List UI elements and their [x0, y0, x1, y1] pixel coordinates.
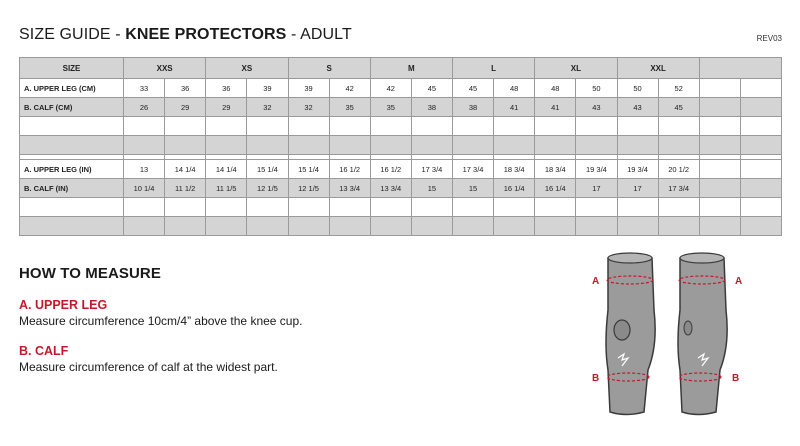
blank-cell — [20, 136, 124, 155]
blank-cell — [494, 136, 535, 155]
blank-cell — [124, 117, 165, 136]
upper-leg-instruction: Measure circumference 10cm/4” above the knee cup. — [19, 314, 303, 328]
table-cell — [699, 79, 740, 98]
page-title — [19, 26, 352, 44]
blank-row — [20, 198, 782, 217]
table-cell: 35 — [329, 98, 370, 117]
table-cell: 35 — [370, 98, 411, 117]
table-cell: 17 3/4 — [411, 160, 452, 179]
title-prefix: SIZE GUIDE - — [19, 26, 126, 43]
table-cell: 43 — [617, 98, 658, 117]
size-header-m: M — [370, 58, 452, 79]
table-cell: 36 — [206, 79, 247, 98]
table-cell: 16 1/2 — [329, 160, 370, 179]
size-table-body — [20, 58, 782, 236]
blank-cell — [576, 217, 617, 236]
table-cell: 15 1/4 — [288, 160, 329, 179]
blank-cell — [535, 217, 576, 236]
table-cell: 16 1/4 — [535, 179, 576, 198]
blank-cell — [247, 217, 288, 236]
row-label: A. UPPER LEG (IN) — [20, 160, 124, 179]
calf-instruction: Measure circumference of calf at the widest part. — [19, 360, 278, 374]
blank-cell — [576, 117, 617, 136]
size-header-xl: XL — [535, 58, 617, 79]
table-cell: 52 — [658, 79, 699, 98]
table-cell: 19 3/4 — [617, 160, 658, 179]
left-sleeve — [606, 253, 655, 415]
blank-cell — [206, 217, 247, 236]
blank-cell — [699, 136, 740, 155]
label-b-left: B — [592, 373, 600, 384]
blank-cell — [20, 217, 124, 236]
table-cell: 48 — [535, 79, 576, 98]
blank-cell — [370, 136, 411, 155]
table-cell: 13 3/4 — [329, 179, 370, 198]
blank-cell — [247, 136, 288, 155]
size-header-xxs: XXS — [124, 58, 206, 79]
size-table — [19, 57, 782, 236]
blank-cell — [165, 136, 206, 155]
table-cell: 17 — [576, 179, 617, 198]
blank-cell — [617, 198, 658, 217]
blank-cell — [288, 136, 329, 155]
blank-cell — [699, 198, 740, 217]
blank-cell — [288, 198, 329, 217]
how-to-measure-section — [19, 265, 539, 390]
blank-cell — [165, 198, 206, 217]
table-cell — [740, 98, 781, 117]
blank-cell — [247, 117, 288, 136]
table-cell — [740, 79, 781, 98]
blank-cell — [124, 198, 165, 217]
blank-row — [20, 136, 782, 155]
table-cell: 43 — [576, 98, 617, 117]
page-header — [19, 26, 782, 46]
blank-cell — [329, 136, 370, 155]
table-cell: 15 — [453, 179, 494, 198]
table-cell: 45 — [411, 79, 452, 98]
blank-cell — [453, 136, 494, 155]
blank-cell — [699, 217, 740, 236]
table-cell: 50 — [617, 79, 658, 98]
table-cell: 14 1/4 — [206, 160, 247, 179]
size-header-xs: XS — [206, 58, 288, 79]
title-suffix: - ADULT — [286, 26, 352, 43]
table-cell: 17 — [617, 179, 658, 198]
table-row — [20, 79, 782, 98]
blank-cell — [20, 117, 124, 136]
blank-cell — [206, 117, 247, 136]
table-cell — [699, 160, 740, 179]
table-cell: 38 — [411, 98, 452, 117]
label-a-right: A — [735, 276, 743, 287]
blank-cell — [453, 217, 494, 236]
table-row — [20, 98, 782, 117]
table-row — [20, 160, 782, 179]
blank-cell — [740, 136, 781, 155]
table-cell: 13 — [124, 160, 165, 179]
blank-cell — [370, 217, 411, 236]
table-cell — [740, 179, 781, 198]
blank-cell — [288, 217, 329, 236]
table-cell: 14 1/4 — [165, 160, 206, 179]
table-cell: 17 3/4 — [453, 160, 494, 179]
size-header-s: S — [288, 58, 370, 79]
blank-cell — [165, 117, 206, 136]
blank-cell — [658, 198, 699, 217]
row-label: B. CALF (IN) — [20, 179, 124, 198]
blank-cell — [411, 198, 452, 217]
table-cell: 20 1/2 — [658, 160, 699, 179]
row-label: B. CALF (CM) — [20, 98, 124, 117]
size-header-l: L — [453, 58, 535, 79]
blank-cell — [617, 117, 658, 136]
blank-cell — [658, 136, 699, 155]
label-a-left: A — [592, 276, 600, 287]
blank-cell — [658, 117, 699, 136]
table-cell: 38 — [453, 98, 494, 117]
blank-cell — [453, 117, 494, 136]
blank-cell — [494, 117, 535, 136]
blank-cell — [740, 217, 781, 236]
table-cell: 18 3/4 — [535, 160, 576, 179]
table-cell: 50 — [576, 79, 617, 98]
table-cell: 39 — [247, 79, 288, 98]
blank-cell — [576, 136, 617, 155]
row-label: A. UPPER LEG (CM) — [20, 79, 124, 98]
blank-cell — [453, 198, 494, 217]
table-cell: 15 — [411, 179, 452, 198]
blank-cell — [329, 217, 370, 236]
table-cell: 32 — [288, 98, 329, 117]
title-product: KNEE PROTECTORS — [125, 26, 287, 43]
table-cell: 41 — [494, 98, 535, 117]
table-cell: 15 1/4 — [247, 160, 288, 179]
blank-cell — [658, 217, 699, 236]
size-header-empty — [699, 58, 781, 79]
table-cell: 39 — [288, 79, 329, 98]
table-cell: 10 1/4 — [124, 179, 165, 198]
blank-cell — [206, 136, 247, 155]
blank-cell — [699, 117, 740, 136]
table-cell: 42 — [329, 79, 370, 98]
blank-cell — [206, 198, 247, 217]
table-cell: 48 — [494, 79, 535, 98]
table-cell: 16 1/4 — [494, 179, 535, 198]
table-cell: 36 — [165, 79, 206, 98]
table-cell: 41 — [535, 98, 576, 117]
upper-leg-title: A. UPPER LEG — [19, 298, 108, 312]
table-cell: 19 3/4 — [576, 160, 617, 179]
right-sleeve — [678, 253, 727, 415]
blank-cell — [617, 217, 658, 236]
table-cell: 42 — [370, 79, 411, 98]
table-cell: 26 — [124, 98, 165, 117]
calf-title: B. CALF — [19, 344, 69, 358]
blank-cell — [740, 117, 781, 136]
label-b-right: B — [732, 373, 740, 384]
blank-cell — [411, 136, 452, 155]
blank-cell — [124, 217, 165, 236]
blank-cell — [20, 198, 124, 217]
table-cell — [740, 160, 781, 179]
size-column-header: SIZE — [20, 58, 124, 79]
blank-cell — [494, 217, 535, 236]
blank-cell — [411, 117, 452, 136]
table-cell: 11 1/5 — [206, 179, 247, 198]
measurement-diagram — [588, 250, 748, 420]
blank-cell — [247, 198, 288, 217]
blank-cell — [494, 198, 535, 217]
table-cell: 32 — [247, 98, 288, 117]
table-cell: 17 3/4 — [658, 179, 699, 198]
table-cell — [699, 98, 740, 117]
blank-cell — [535, 136, 576, 155]
table-cell: 11 1/2 — [165, 179, 206, 198]
blank-cell — [576, 198, 617, 217]
table-cell: 29 — [206, 98, 247, 117]
size-header-xxl: XXL — [617, 58, 699, 79]
blank-cell — [288, 117, 329, 136]
table-cell: 45 — [453, 79, 494, 98]
blank-cell — [124, 136, 165, 155]
knee-sleeve-illustration — [588, 250, 748, 420]
blank-cell — [411, 217, 452, 236]
blank-cell — [535, 117, 576, 136]
blank-cell — [370, 198, 411, 217]
table-cell: 29 — [165, 98, 206, 117]
table-cell: 33 — [124, 79, 165, 98]
blank-cell — [165, 217, 206, 236]
blank-row — [20, 117, 782, 136]
blank-cell — [329, 117, 370, 136]
table-cell: 12 1/5 — [247, 179, 288, 198]
revision-code: REV03 — [756, 34, 782, 43]
blank-row — [20, 217, 782, 236]
blank-cell — [617, 136, 658, 155]
blank-cell — [329, 198, 370, 217]
table-cell: 12 1/5 — [288, 179, 329, 198]
table-cell: 18 3/4 — [494, 160, 535, 179]
blank-cell — [535, 198, 576, 217]
table-row — [20, 179, 782, 198]
table-cell: 16 1/2 — [370, 160, 411, 179]
blank-cell — [370, 117, 411, 136]
blank-cell — [740, 198, 781, 217]
table-cell — [699, 179, 740, 198]
table-cell: 13 3/4 — [370, 179, 411, 198]
how-to-measure-heading: HOW TO MEASURE — [19, 265, 161, 282]
size-header-row — [20, 58, 782, 79]
table-cell: 45 — [658, 98, 699, 117]
